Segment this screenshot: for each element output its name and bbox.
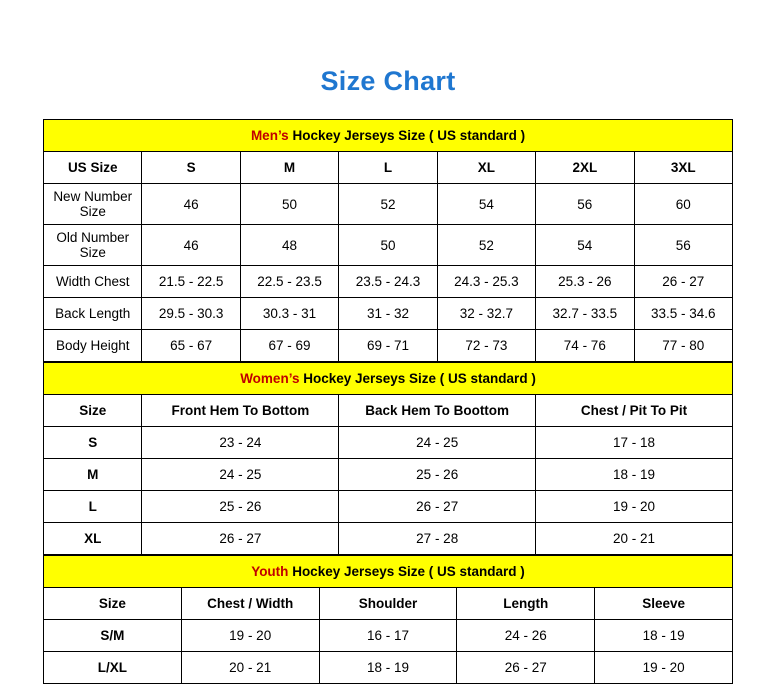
mens-row-3-cell-1: 29.5 - 30.3	[142, 298, 240, 330]
table-row	[44, 330, 733, 362]
youth-row-0-cell-3: 24 - 26	[457, 620, 595, 652]
mens-row-2-cell-4: 24.3 - 25.3	[437, 266, 535, 298]
mens-row-4-cell-3: 69 - 71	[339, 330, 437, 362]
mens-col-6: 3XL	[634, 152, 732, 184]
womens-row-3-cell-2: 27 - 28	[339, 523, 536, 555]
youth-col-1: Chest / Width	[181, 588, 319, 620]
womens-row-0-cell-1: 23 - 24	[142, 427, 339, 459]
table-row	[44, 620, 733, 652]
table-row	[44, 459, 733, 491]
mens-row-1-cell-2: 48	[240, 225, 338, 266]
womens-section-heading	[44, 363, 733, 395]
mens-heading-accent: Men’s	[250, 128, 289, 143]
womens-row-0-cell-2: 24 - 25	[339, 427, 536, 459]
womens-size-table	[43, 362, 733, 555]
mens-row-3-cell-6: 33.5 - 34.6	[634, 298, 732, 330]
womens-row-0-cell-3: 17 - 18	[536, 427, 733, 459]
table-section-heading-row	[44, 363, 733, 395]
womens-col-2: Back Hem To Boottom	[339, 395, 536, 427]
mens-row-0-cell-6: 60	[634, 184, 732, 225]
table-row	[44, 225, 733, 266]
womens-heading-accent: Women’s	[240, 371, 300, 386]
womens-row-3-cell-1: 26 - 27	[142, 523, 339, 555]
mens-row-1-cell-4: 52	[437, 225, 535, 266]
table-row	[44, 298, 733, 330]
table-row	[44, 184, 733, 225]
mens-row-2-cell-3: 23.5 - 24.3	[339, 266, 437, 298]
mens-row-2-cell-1: 21.5 - 22.5	[142, 266, 240, 298]
womens-row-1-cell-2: 25 - 26	[339, 459, 536, 491]
youth-heading-rest: Hockey Jerseys Size ( US standard )	[288, 564, 525, 579]
youth-row-0-label: S/M	[44, 620, 182, 652]
womens-row-3-cell-3: 20 - 21	[536, 523, 733, 555]
mens-row-2-cell-2: 22.5 - 23.5	[240, 266, 338, 298]
youth-size-table	[43, 555, 733, 684]
table-header-row	[44, 395, 733, 427]
womens-row-2-label: L	[44, 491, 142, 523]
mens-row-2-label: Width Chest	[44, 266, 142, 298]
youth-col-4: Sleeve	[595, 588, 733, 620]
table-header-row	[44, 152, 733, 184]
mens-row-0-cell-1: 46	[142, 184, 240, 225]
womens-row-0-label: S	[44, 427, 142, 459]
mens-row-4-cell-2: 67 - 69	[240, 330, 338, 362]
table-row	[44, 427, 733, 459]
mens-col-0: US Size	[44, 152, 142, 184]
womens-row-2-cell-1: 25 - 26	[142, 491, 339, 523]
mens-row-1-cell-1: 46	[142, 225, 240, 266]
womens-row-2-cell-3: 19 - 20	[536, 491, 733, 523]
mens-row-1-label: Old Number Size	[44, 225, 142, 266]
youth-row-0-cell-2: 16 - 17	[319, 620, 457, 652]
mens-row-4-cell-5: 74 - 76	[536, 330, 634, 362]
youth-col-0: Size	[44, 588, 182, 620]
mens-row-4-cell-4: 72 - 73	[437, 330, 535, 362]
womens-col-3: Chest / Pit To Pit	[536, 395, 733, 427]
mens-row-2-cell-5: 25.3 - 26	[536, 266, 634, 298]
mens-row-1-cell-5: 54	[536, 225, 634, 266]
size-chart-tables	[43, 119, 733, 684]
mens-row-3-cell-2: 30.3 - 31	[240, 298, 338, 330]
mens-row-1-cell-6: 56	[634, 225, 732, 266]
mens-row-0-cell-4: 54	[437, 184, 535, 225]
mens-row-0-cell-5: 56	[536, 184, 634, 225]
youth-col-3: Length	[457, 588, 595, 620]
mens-row-3-cell-3: 31 - 32	[339, 298, 437, 330]
womens-row-1-label: M	[44, 459, 142, 491]
mens-row-0-cell-2: 50	[240, 184, 338, 225]
page-title: Size Chart	[320, 66, 456, 96]
youth-row-1-cell-3: 26 - 27	[457, 652, 595, 684]
youth-row-1-cell-4: 19 - 20	[595, 652, 733, 684]
womens-row-1-cell-3: 18 - 19	[536, 459, 733, 491]
mens-row-4-cell-1: 65 - 67	[142, 330, 240, 362]
mens-row-0-label: New Number Size	[44, 184, 142, 225]
mens-col-1: S	[142, 152, 240, 184]
mens-heading-rest: Hockey Jerseys Size ( US standard )	[288, 128, 526, 143]
table-section-heading-row	[44, 556, 733, 588]
youth-heading-accent: Youth	[251, 564, 289, 579]
womens-row-2-cell-2: 26 - 27	[339, 491, 536, 523]
womens-heading-rest: Hockey Jerseys Size ( US standard )	[299, 371, 536, 386]
mens-row-4-cell-6: 77 - 80	[634, 330, 732, 362]
table-header-row	[44, 588, 733, 620]
youth-row-1-cell-1: 20 - 21	[181, 652, 319, 684]
mens-row-0-cell-3: 52	[339, 184, 437, 225]
womens-row-3-label: XL	[44, 523, 142, 555]
mens-col-2: M	[240, 152, 338, 184]
womens-col-1: Front Hem To Bottom	[142, 395, 339, 427]
womens-row-1-cell-1: 24 - 25	[142, 459, 339, 491]
mens-row-3-cell-5: 32.7 - 33.5	[536, 298, 634, 330]
youth-row-1-cell-2: 18 - 19	[319, 652, 457, 684]
womens-col-0: Size	[44, 395, 142, 427]
youth-row-1-label: L/XL	[44, 652, 182, 684]
mens-col-4: XL	[437, 152, 535, 184]
mens-row-3-label: Back Length	[44, 298, 142, 330]
youth-col-2: Shoulder	[319, 588, 457, 620]
mens-row-4-label: Body Height	[44, 330, 142, 362]
table-row	[44, 266, 733, 298]
table-row	[44, 523, 733, 555]
mens-row-1-cell-3: 50	[339, 225, 437, 266]
table-section-heading-row	[44, 120, 733, 152]
youth-section-heading	[44, 556, 733, 588]
mens-row-3-cell-4: 32 - 32.7	[437, 298, 535, 330]
mens-col-3: L	[339, 152, 437, 184]
youth-row-0-cell-4: 18 - 19	[595, 620, 733, 652]
mens-row-2-cell-6: 26 - 27	[634, 266, 732, 298]
table-row	[44, 652, 733, 684]
youth-row-0-cell-1: 19 - 20	[181, 620, 319, 652]
table-row	[44, 491, 733, 523]
mens-col-5: 2XL	[536, 152, 634, 184]
mens-size-table	[43, 119, 733, 362]
mens-section-heading	[44, 120, 733, 152]
